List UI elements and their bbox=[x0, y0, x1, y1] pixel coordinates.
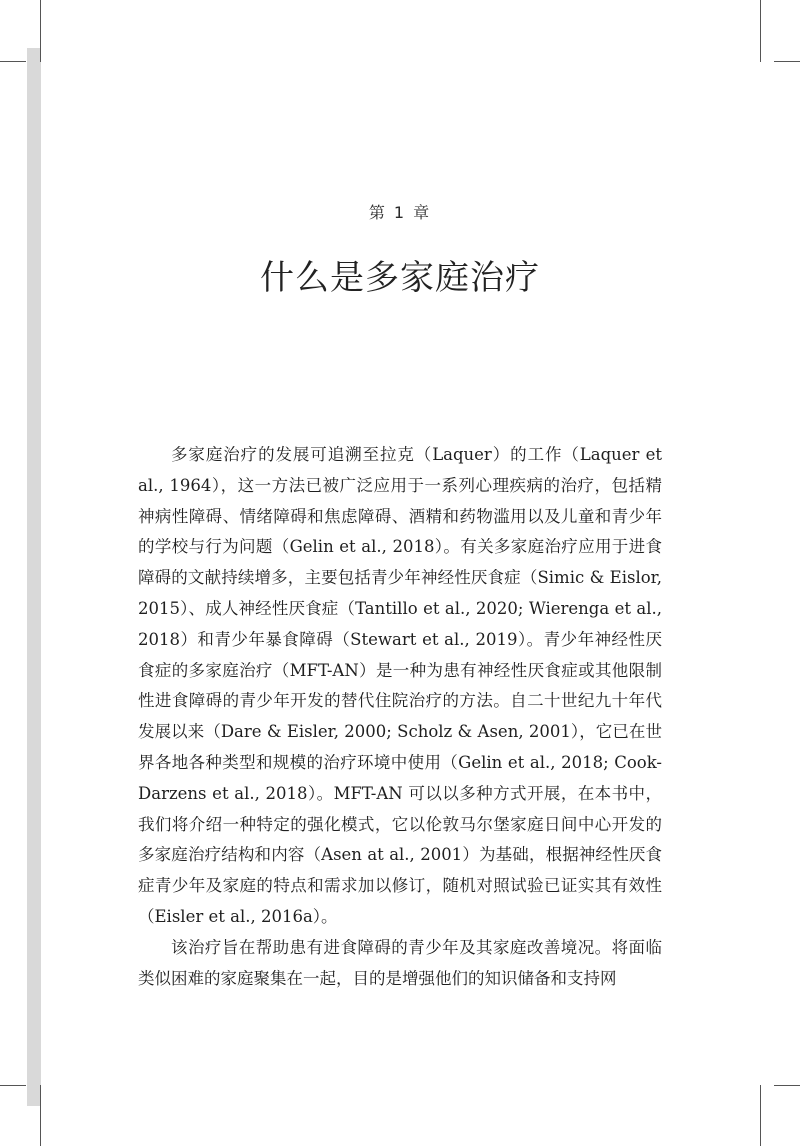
chapter-number: 第 1 章 bbox=[368, 203, 432, 222]
crop-mark-bottom-left-v bbox=[40, 1085, 41, 1146]
crop-mark-bottom-right-h bbox=[774, 1085, 800, 1086]
paragraph: 多家庭治疗的发展可追溯至拉克（Laquer）的工作（Laquer et al., 1964），这一方法已被广泛应用于一系列心理疾病的治疗，包括精神病性障碍、情绪障碍和焦虑障碍、酒精和药物滥用以及儿童和青少年的学校与行为问题（Gelin et al., 2018）。有关多家庭治疗应用于进食障碍的文献持续增多，主要包括青少年神经性厌食症（Simic & Eislor, 2015）、成人神经性厌食症（Tantillo et al., 2020; Wierenga et al., 2018）和青少年暴食障碍（Stewart et al., 2019）。青少年神经性厌食症的多家庭治疗（MFT-AN）是一种为患有神经性厌食症或其他限制性进食障碍的青少年开发的替代住院治疗的方法。自二十世纪九十年代发展以来（Dare & Eisler, 2000; Scholz & Asen, 2001），它已在世界各地各种类型和规模的治疗环境中使用（Gelin et al., 2018; Cook-Darzens et al., 2018）。MFT-AN 可以以多种方式开展，在本书中，我们将介绍一种特定的强化模式，它以伦敦马尔堡家庭日间中心开发的多家庭治疗结构和内容（Asen at al., 2001）为基础，根据神经性厌食症青少年及家庭的特点和需求加以修订，随机对照试验已证实其有效性（Eisler et al., 2016a）。 bbox=[138, 445, 662, 926]
crop-mark-top-left-v bbox=[40, 0, 41, 62]
crop-mark-top-right-h bbox=[774, 61, 800, 62]
crop-mark-top-right-v bbox=[760, 0, 761, 62]
body-text bbox=[138, 440, 662, 994]
crop-mark-bottom-right-v bbox=[760, 1085, 761, 1146]
crop-mark-bottom-left-h bbox=[0, 1085, 26, 1086]
chapter-title: 什么是多家庭治疗 bbox=[260, 258, 540, 298]
paragraph: 该治疗旨在帮助患有进食障碍的青少年及其家庭改善境况。将面临类似困难的家庭聚集在一起，目的是增强他们的知识储备和支持网 bbox=[138, 937, 662, 988]
crop-mark-top-left-h bbox=[0, 61, 26, 62]
